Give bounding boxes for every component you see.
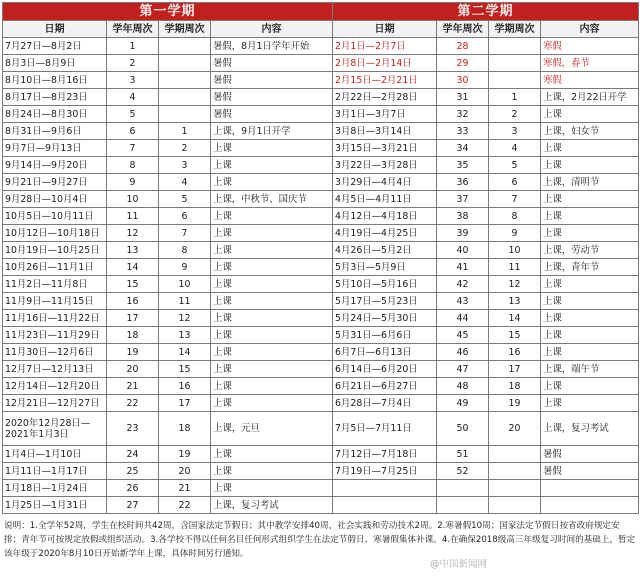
table-row (3, 72, 639, 89)
col-term-week-1: 学期周次 (159, 21, 211, 38)
cell-year-week-2: 35 (437, 157, 489, 174)
cell-date-1: 12月21日—12月27日 (3, 395, 107, 412)
cell-term-week-2: 8 (489, 208, 541, 225)
cell-content-2: 上课，妇女节 (541, 123, 639, 140)
cell-year-week-2: 42 (437, 276, 489, 293)
cell-year-week-1: 14 (107, 259, 159, 276)
semester-1-header: 第一学期 (3, 3, 333, 21)
cell-content-2: 上课 (541, 191, 639, 208)
table-row (3, 89, 639, 106)
cell-date-1: 1月25日—1月31日 (3, 497, 107, 514)
cell-date-2: 2月15日—2月21日 (333, 72, 437, 89)
cell-date-2: 5月10日—5月16日 (333, 276, 437, 293)
cell-year-week-2: 29 (437, 55, 489, 72)
cell-year-week-2: 38 (437, 208, 489, 225)
cell-content-1: 上课 (211, 344, 333, 361)
cell-term-week-1: 10 (159, 276, 211, 293)
cell-term-week-2 (489, 497, 541, 514)
cell-content-1: 上课 (211, 361, 333, 378)
cell-content-2: 上课 (541, 344, 639, 361)
cell-date-1: 8月17日—8月23日 (3, 89, 107, 106)
cell-term-week-2: 2 (489, 106, 541, 123)
cell-year-week-1: 27 (107, 497, 159, 514)
cell-content-2: 暑假 (541, 463, 639, 480)
cell-year-week-2: 41 (437, 259, 489, 276)
cell-date-1: 8月10日—8月16日 (3, 72, 107, 89)
cell-term-week-1: 22 (159, 497, 211, 514)
table-row (3, 208, 639, 225)
cell-term-week-1: 12 (159, 310, 211, 327)
cell-term-week-1: 8 (159, 242, 211, 259)
cell-term-week-1: 5 (159, 191, 211, 208)
cell-content-1: 暑假 (211, 72, 333, 89)
cell-date-1: 8月24日—8月30日 (3, 106, 107, 123)
cell-content-1: 上课 (211, 395, 333, 412)
cell-year-week-1: 21 (107, 378, 159, 395)
cell-term-week-1: 7 (159, 225, 211, 242)
cell-term-week-2: 7 (489, 191, 541, 208)
cell-term-week-2: 15 (489, 327, 541, 344)
cell-year-week-1: 26 (107, 480, 159, 497)
cell-term-week-1: 9 (159, 259, 211, 276)
cell-date-1: 11月9日—11月15日 (3, 293, 107, 310)
cell-term-week-1 (159, 106, 211, 123)
cell-year-week-2: 40 (437, 242, 489, 259)
table-row (3, 276, 639, 293)
cell-date-1: 12月14日—12月20日 (3, 378, 107, 395)
cell-year-week-1: 11 (107, 208, 159, 225)
cell-date-2: 3月8日—3月14日 (333, 123, 437, 140)
table-row (3, 106, 639, 123)
cell-date-2: 5月17日—5月23日 (333, 293, 437, 310)
cell-date-2: 7月12日—7月18日 (333, 446, 437, 463)
cell-year-week-2: 49 (437, 395, 489, 412)
cell-content-1: 上课 (211, 242, 333, 259)
cell-year-week-2: 37 (437, 191, 489, 208)
cell-year-week-1: 23 (107, 412, 159, 446)
cell-year-week-1: 9 (107, 174, 159, 191)
school-calendar-table (2, 2, 639, 514)
table-row (3, 310, 639, 327)
cell-date-1: 8月31日—9月6日 (3, 123, 107, 140)
cell-year-week-2: 46 (437, 344, 489, 361)
cell-date-2: 7月19日—7月25日 (333, 463, 437, 480)
cell-term-week-1: 17 (159, 395, 211, 412)
cell-year-week-1: 24 (107, 446, 159, 463)
cell-content-1: 上课 (211, 208, 333, 225)
cell-term-week-2 (489, 463, 541, 480)
cell-term-week-1 (159, 55, 211, 72)
cell-date-1: 11月16日—11月22日 (3, 310, 107, 327)
cell-content-1: 上课 (211, 157, 333, 174)
table-row (3, 344, 639, 361)
cell-year-week-2: 28 (437, 38, 489, 55)
cell-content-1: 上课，9月1日开学 (211, 123, 333, 140)
cell-year-week-2: 30 (437, 72, 489, 89)
calendar-wrapper (2, 2, 638, 514)
cell-content-1: 上课 (211, 140, 333, 157)
cell-term-week-2 (489, 72, 541, 89)
cell-date-1: 1月11日—1月17日 (3, 463, 107, 480)
cell-date-2: 5月31日—6月6日 (333, 327, 437, 344)
table-row (3, 327, 639, 344)
col-date-1: 日期 (3, 21, 107, 38)
col-date-2: 日期 (333, 21, 437, 38)
cell-year-week-2: 39 (437, 225, 489, 242)
cell-content-1: 上课 (211, 327, 333, 344)
cell-term-week-2: 12 (489, 276, 541, 293)
cell-term-week-2 (489, 55, 541, 72)
cell-date-2: 3月1日—3月7日 (333, 106, 437, 123)
table-row (3, 446, 639, 463)
cell-date-2: 7月5日—7月11日 (333, 412, 437, 446)
cell-date-2: 3月22日—3月28日 (333, 157, 437, 174)
cell-year-week-2: 51 (437, 446, 489, 463)
cell-date-2: 6月7日—6月13日 (333, 344, 437, 361)
cell-year-week-1: 10 (107, 191, 159, 208)
cell-date-1: 9月14日—9月20日 (3, 157, 107, 174)
cell-date-2 (333, 480, 437, 497)
table-row (3, 191, 639, 208)
cell-date-2: 6月21日—6月27日 (333, 378, 437, 395)
cell-year-week-2: 33 (437, 123, 489, 140)
cell-content-2: 上课，端午节 (541, 361, 639, 378)
cell-year-week-2: 31 (437, 89, 489, 106)
table-row (3, 259, 639, 276)
cell-year-week-1: 7 (107, 140, 159, 157)
table-row (3, 293, 639, 310)
cell-content-2: 寒假 (541, 72, 639, 89)
cell-term-week-1: 4 (159, 174, 211, 191)
cell-term-week-1: 1 (159, 123, 211, 140)
cell-year-week-1: 1 (107, 38, 159, 55)
cell-year-week-1: 3 (107, 72, 159, 89)
cell-date-1: 9月28日—10月4日 (3, 191, 107, 208)
cell-term-week-1: 2 (159, 140, 211, 157)
cell-year-week-1: 6 (107, 123, 159, 140)
cell-date-1: 11月30日—12月6日 (3, 344, 107, 361)
cell-term-week-2: 1 (489, 89, 541, 106)
col-year-week-2: 学年周次 (437, 21, 489, 38)
cell-content-2: 寒假 (541, 38, 639, 55)
table-row (3, 463, 639, 480)
cell-content-1: 上课 (211, 293, 333, 310)
cell-year-week-2 (437, 497, 489, 514)
cell-term-week-2 (489, 480, 541, 497)
cell-year-week-1: 8 (107, 157, 159, 174)
cell-date-2: 3月15日—3月21日 (333, 140, 437, 157)
cell-date-2: 6月28日—7月4日 (333, 395, 437, 412)
table-row (3, 225, 639, 242)
cell-content-1: 上课 (211, 310, 333, 327)
footnote: 说明：1.全学年52周，学生在校时间共42周，含国家法定节假日；其中教学安排40周，社会实践和劳动技术2周。2.寒暑假10周；国家法定节假日按省政府规定安排；青年节可按规定放假或组织活动。3.各学校不得以任何名目任何形式组织学生在法定节假日、寒暑假集体补课。4.在确保2018级高三年级复习时间的基础上，暂定该年级于2020年8月10日开始新学年上课，具体时间另行通知。 (4, 521, 636, 559)
cell-term-week-1: 15 (159, 361, 211, 378)
table-row (3, 412, 639, 446)
table-row (3, 497, 639, 514)
cell-content-1: 上课，复习考试 (211, 497, 333, 514)
cell-term-week-2: 10 (489, 242, 541, 259)
cell-term-week-1: 19 (159, 446, 211, 463)
cell-content-2: 上课 (541, 310, 639, 327)
cell-year-week-2: 44 (437, 310, 489, 327)
cell-date-2 (333, 497, 437, 514)
cell-content-2: 上课 (541, 225, 639, 242)
cell-date-2: 4月19日—4月25日 (333, 225, 437, 242)
cell-term-week-1: 20 (159, 463, 211, 480)
cell-term-week-2: 5 (489, 157, 541, 174)
cell-date-1: 10月5日—10月11日 (3, 208, 107, 225)
cell-term-week-2 (489, 446, 541, 463)
cell-year-week-1: 19 (107, 344, 159, 361)
table-row (3, 361, 639, 378)
cell-year-week-1: 17 (107, 310, 159, 327)
cell-date-2: 2月8日—2月14日 (333, 55, 437, 72)
cell-date-2: 5月3日—5月9日 (333, 259, 437, 276)
cell-content-2: 上课 (541, 327, 639, 344)
cell-content-2: 寒假，春节 (541, 55, 639, 72)
cell-term-week-1 (159, 72, 211, 89)
cell-year-week-2: 47 (437, 361, 489, 378)
cell-year-week-1: 25 (107, 463, 159, 480)
cell-date-1: 1月18日—1月24日 (3, 480, 107, 497)
cell-content-1: 暑假 (211, 89, 333, 106)
semester-2-header: 第二学期 (333, 3, 639, 21)
cell-content-1: 上课 (211, 259, 333, 276)
col-content-2: 内容 (541, 21, 639, 38)
cell-content-2: 上课 (541, 106, 639, 123)
cell-term-week-1: 13 (159, 327, 211, 344)
cell-content-2: 上课 (541, 395, 639, 412)
cell-year-week-1: 18 (107, 327, 159, 344)
cell-content-2: 上课，2月22日开学 (541, 89, 639, 106)
cell-term-week-1: 11 (159, 293, 211, 310)
cell-content-2 (541, 497, 639, 514)
cell-year-week-2 (437, 480, 489, 497)
cell-date-1: 11月23日—11月29日 (3, 327, 107, 344)
cell-year-week-1: 4 (107, 89, 159, 106)
cell-term-week-2: 20 (489, 412, 541, 446)
table-row (3, 242, 639, 259)
cell-content-2: 上课 (541, 276, 639, 293)
cell-content-2: 上课 (541, 140, 639, 157)
cell-date-2: 2月1日—2月7日 (333, 38, 437, 55)
cell-date-1: 2020年12月28日—2021年1月3日 (3, 412, 107, 446)
cell-date-1: 8月3日—8月9日 (3, 55, 107, 72)
cell-term-week-2: 14 (489, 310, 541, 327)
cell-term-week-2: 18 (489, 378, 541, 395)
calendar-body (3, 38, 639, 514)
cell-content-1: 上课，中秋节、国庆节 (211, 191, 333, 208)
cell-content-1: 上课 (211, 446, 333, 463)
table-row (3, 140, 639, 157)
cell-term-week-2 (489, 38, 541, 55)
watermark: @中国新闻网 (430, 559, 488, 570)
cell-term-week-2: 16 (489, 344, 541, 361)
table-row (3, 480, 639, 497)
cell-content-2: 上课，清明节 (541, 174, 639, 191)
cell-date-1: 10月26日—11月1日 (3, 259, 107, 276)
cell-content-1: 暑假 (211, 106, 333, 123)
cell-content-2: 上课，青年节 (541, 259, 639, 276)
cell-term-week-2: 6 (489, 174, 541, 191)
cell-content-2: 上课，复习考试 (541, 412, 639, 446)
cell-date-1: 10月12日—10月18日 (3, 225, 107, 242)
cell-term-week-1: 21 (159, 480, 211, 497)
cell-year-week-1: 2 (107, 55, 159, 72)
table-row (3, 157, 639, 174)
cell-content-1: 上课 (211, 276, 333, 293)
cell-date-1: 9月21日—9月27日 (3, 174, 107, 191)
cell-date-2: 5月24日—5月30日 (333, 310, 437, 327)
cell-term-week-2: 17 (489, 361, 541, 378)
cell-term-week-1: 3 (159, 157, 211, 174)
table-row (3, 174, 639, 191)
cell-term-week-1 (159, 89, 211, 106)
cell-term-week-2: 11 (489, 259, 541, 276)
cell-year-week-2: 50 (437, 412, 489, 446)
cell-term-week-1: 16 (159, 378, 211, 395)
cell-date-1: 10月19日—10月25日 (3, 242, 107, 259)
cell-term-week-2: 13 (489, 293, 541, 310)
cell-date-2: 4月12日—4月18日 (333, 208, 437, 225)
cell-date-2: 4月26日—5月2日 (333, 242, 437, 259)
cell-content-1: 上课，元旦 (211, 412, 333, 446)
cell-content-1: 上课 (211, 463, 333, 480)
cell-content-1: 暑假 (211, 55, 333, 72)
cell-year-week-1: 5 (107, 106, 159, 123)
cell-term-week-1: 18 (159, 412, 211, 446)
cell-date-2: 4月5日—4月11日 (333, 191, 437, 208)
cell-term-week-2: 3 (489, 123, 541, 140)
cell-year-week-2: 52 (437, 463, 489, 480)
cell-year-week-1: 20 (107, 361, 159, 378)
table-row (3, 378, 639, 395)
cell-content-1: 暑假，8月1日学年开始 (211, 38, 333, 55)
cell-content-1: 上课 (211, 480, 333, 497)
cell-year-week-2: 32 (437, 106, 489, 123)
cell-content-2: 上课 (541, 208, 639, 225)
cell-content-1: 上课 (211, 225, 333, 242)
cell-content-2: 上课 (541, 157, 639, 174)
cell-content-2: 上课，劳动节 (541, 242, 639, 259)
cell-term-week-1 (159, 38, 211, 55)
col-term-week-2: 学期周次 (489, 21, 541, 38)
table-row (3, 55, 639, 72)
cell-year-week-2: 45 (437, 327, 489, 344)
cell-date-2: 6月14日—6月20日 (333, 361, 437, 378)
cell-term-week-2: 9 (489, 225, 541, 242)
cell-content-1: 上课 (211, 378, 333, 395)
cell-date-2: 2月22日—2月28日 (333, 89, 437, 106)
cell-term-week-2: 19 (489, 395, 541, 412)
cell-content-2: 上课 (541, 293, 639, 310)
cell-content-2: 上课 (541, 378, 639, 395)
cell-year-week-2: 34 (437, 140, 489, 157)
table-row (3, 123, 639, 140)
cell-term-week-1: 6 (159, 208, 211, 225)
cell-year-week-1: 13 (107, 242, 159, 259)
col-year-week-1: 学年周次 (107, 21, 159, 38)
cell-date-1: 7月27日—8月2日 (3, 38, 107, 55)
cell-year-week-1: 12 (107, 225, 159, 242)
cell-date-2: 3月29日—4月4日 (333, 174, 437, 191)
cell-year-week-2: 48 (437, 378, 489, 395)
table-row (3, 395, 639, 412)
cell-year-week-2: 43 (437, 293, 489, 310)
cell-date-1: 11月2日—11月8日 (3, 276, 107, 293)
cell-date-1: 1月4日—1月10日 (3, 446, 107, 463)
cell-year-week-1: 16 (107, 293, 159, 310)
cell-date-1: 12月7日—12月13日 (3, 361, 107, 378)
cell-year-week-1: 22 (107, 395, 159, 412)
cell-term-week-2: 4 (489, 140, 541, 157)
cell-content-2: 暑假 (541, 446, 639, 463)
cell-year-week-1: 15 (107, 276, 159, 293)
cell-term-week-1: 14 (159, 344, 211, 361)
cell-year-week-2: 36 (437, 174, 489, 191)
cell-content-2 (541, 480, 639, 497)
cell-content-1: 上课 (211, 174, 333, 191)
table-row (3, 38, 639, 55)
cell-date-1: 9月7日—9月13日 (3, 140, 107, 157)
col-content-1: 内容 (211, 21, 333, 38)
